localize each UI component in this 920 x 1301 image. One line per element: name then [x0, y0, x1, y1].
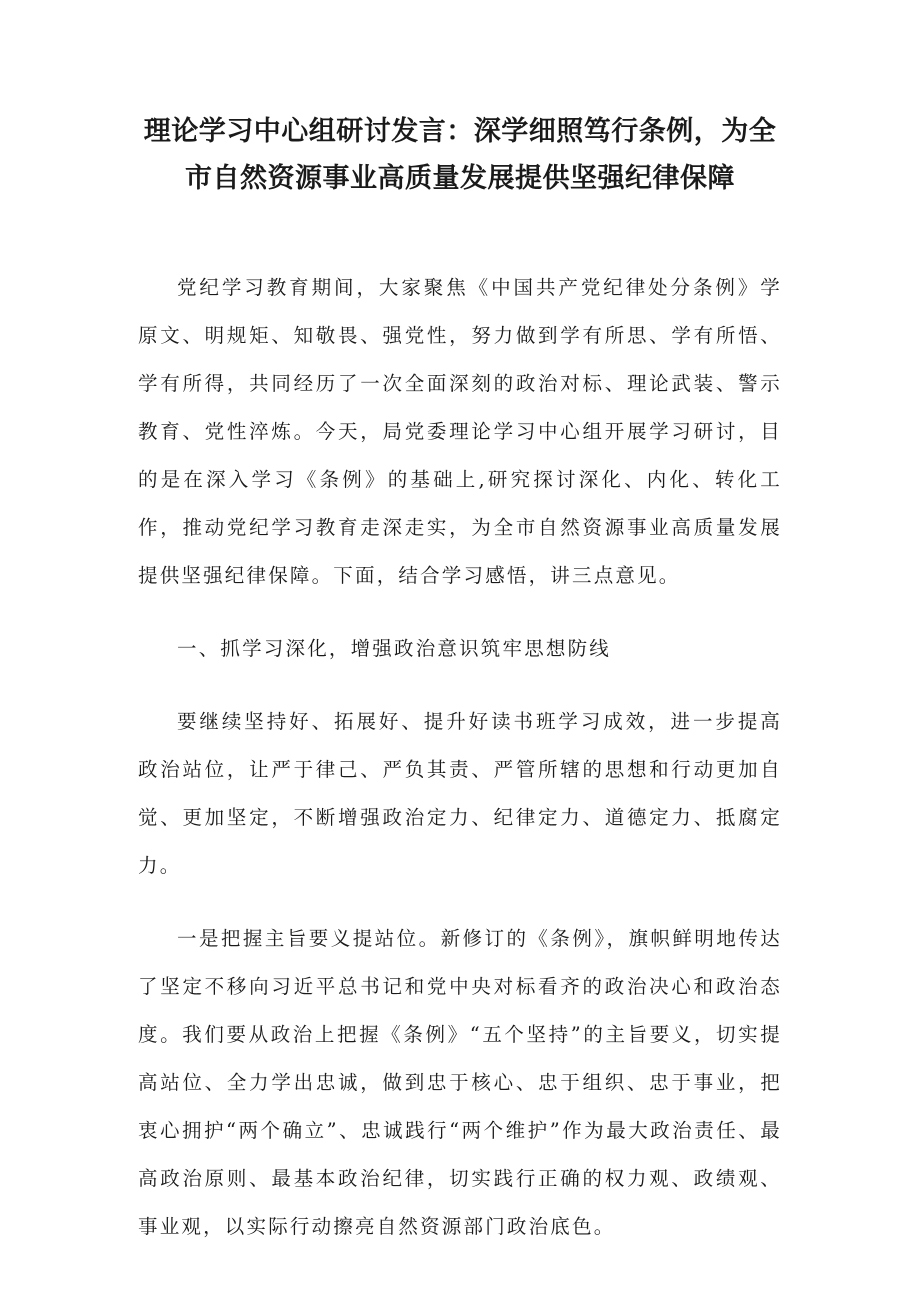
document-title [138, 108, 782, 202]
document-body [138, 264, 782, 1251]
section-heading-1: 一、抓学习深化，增强政治意识筑牢思想防线 [177, 637, 612, 660]
paragraph-point-1: 一是把握主旨要义提站位。新修订的《条例》，旗帜鲜明地传达了坚定不移向习近平总书记和党中央对标看齐的政治决心和政治态度。我们要从政治上把握《条例》“五个坚持”的主旨要义，切实提高站位、全力学出忠诚，做到忠于核心、忠于组织、忠于事业，把衷心拥护“两个确立”、忠诚践行“两个维护”作为最大政治责任、最高政治原则、最基本政治纪律，切实践行正确的权力观、政绩观、事业观，以实际行动擦亮自然资源部门政治底色。 [138, 927, 782, 1238]
paragraph-intro: 党纪学习教育期间，大家聚焦《中国共产党纪律处分条例》学原文、明规矩、知敬畏、强党性，努力做到学有所思、学有所悟、学有所得，共同经历了一次全面深刻的政治对标、理论武装、警示教育、党性淬炼。今天，局党委理论学习中心组开展学习研讨，目的是在深入学习《条例》的基础上,研究探讨深化、内化、转化工作，推动党纪学习教育走深走实，为全市自然资源事业高质量发展提供坚强纪律保障。下面，结合学习感悟，讲三点意见。 [138, 276, 782, 587]
title-line-1: 理论学习中心组研讨发言：深学细照笃行条例，为全 [143, 116, 777, 147]
title-line-2: 市自然资源事业高质量发展提供坚强纪律保障 [185, 163, 735, 194]
paragraph-section-1-intro: 要继续坚持好、拓展好、提升好读书班学习成效，进一步提高政治站位，让严于律己、严负其责、严管所辖的思想和行动更加自觉、更加坚定，不断增强政治定力、纪律定力、道德定力、抵腐定力。 [138, 710, 782, 877]
